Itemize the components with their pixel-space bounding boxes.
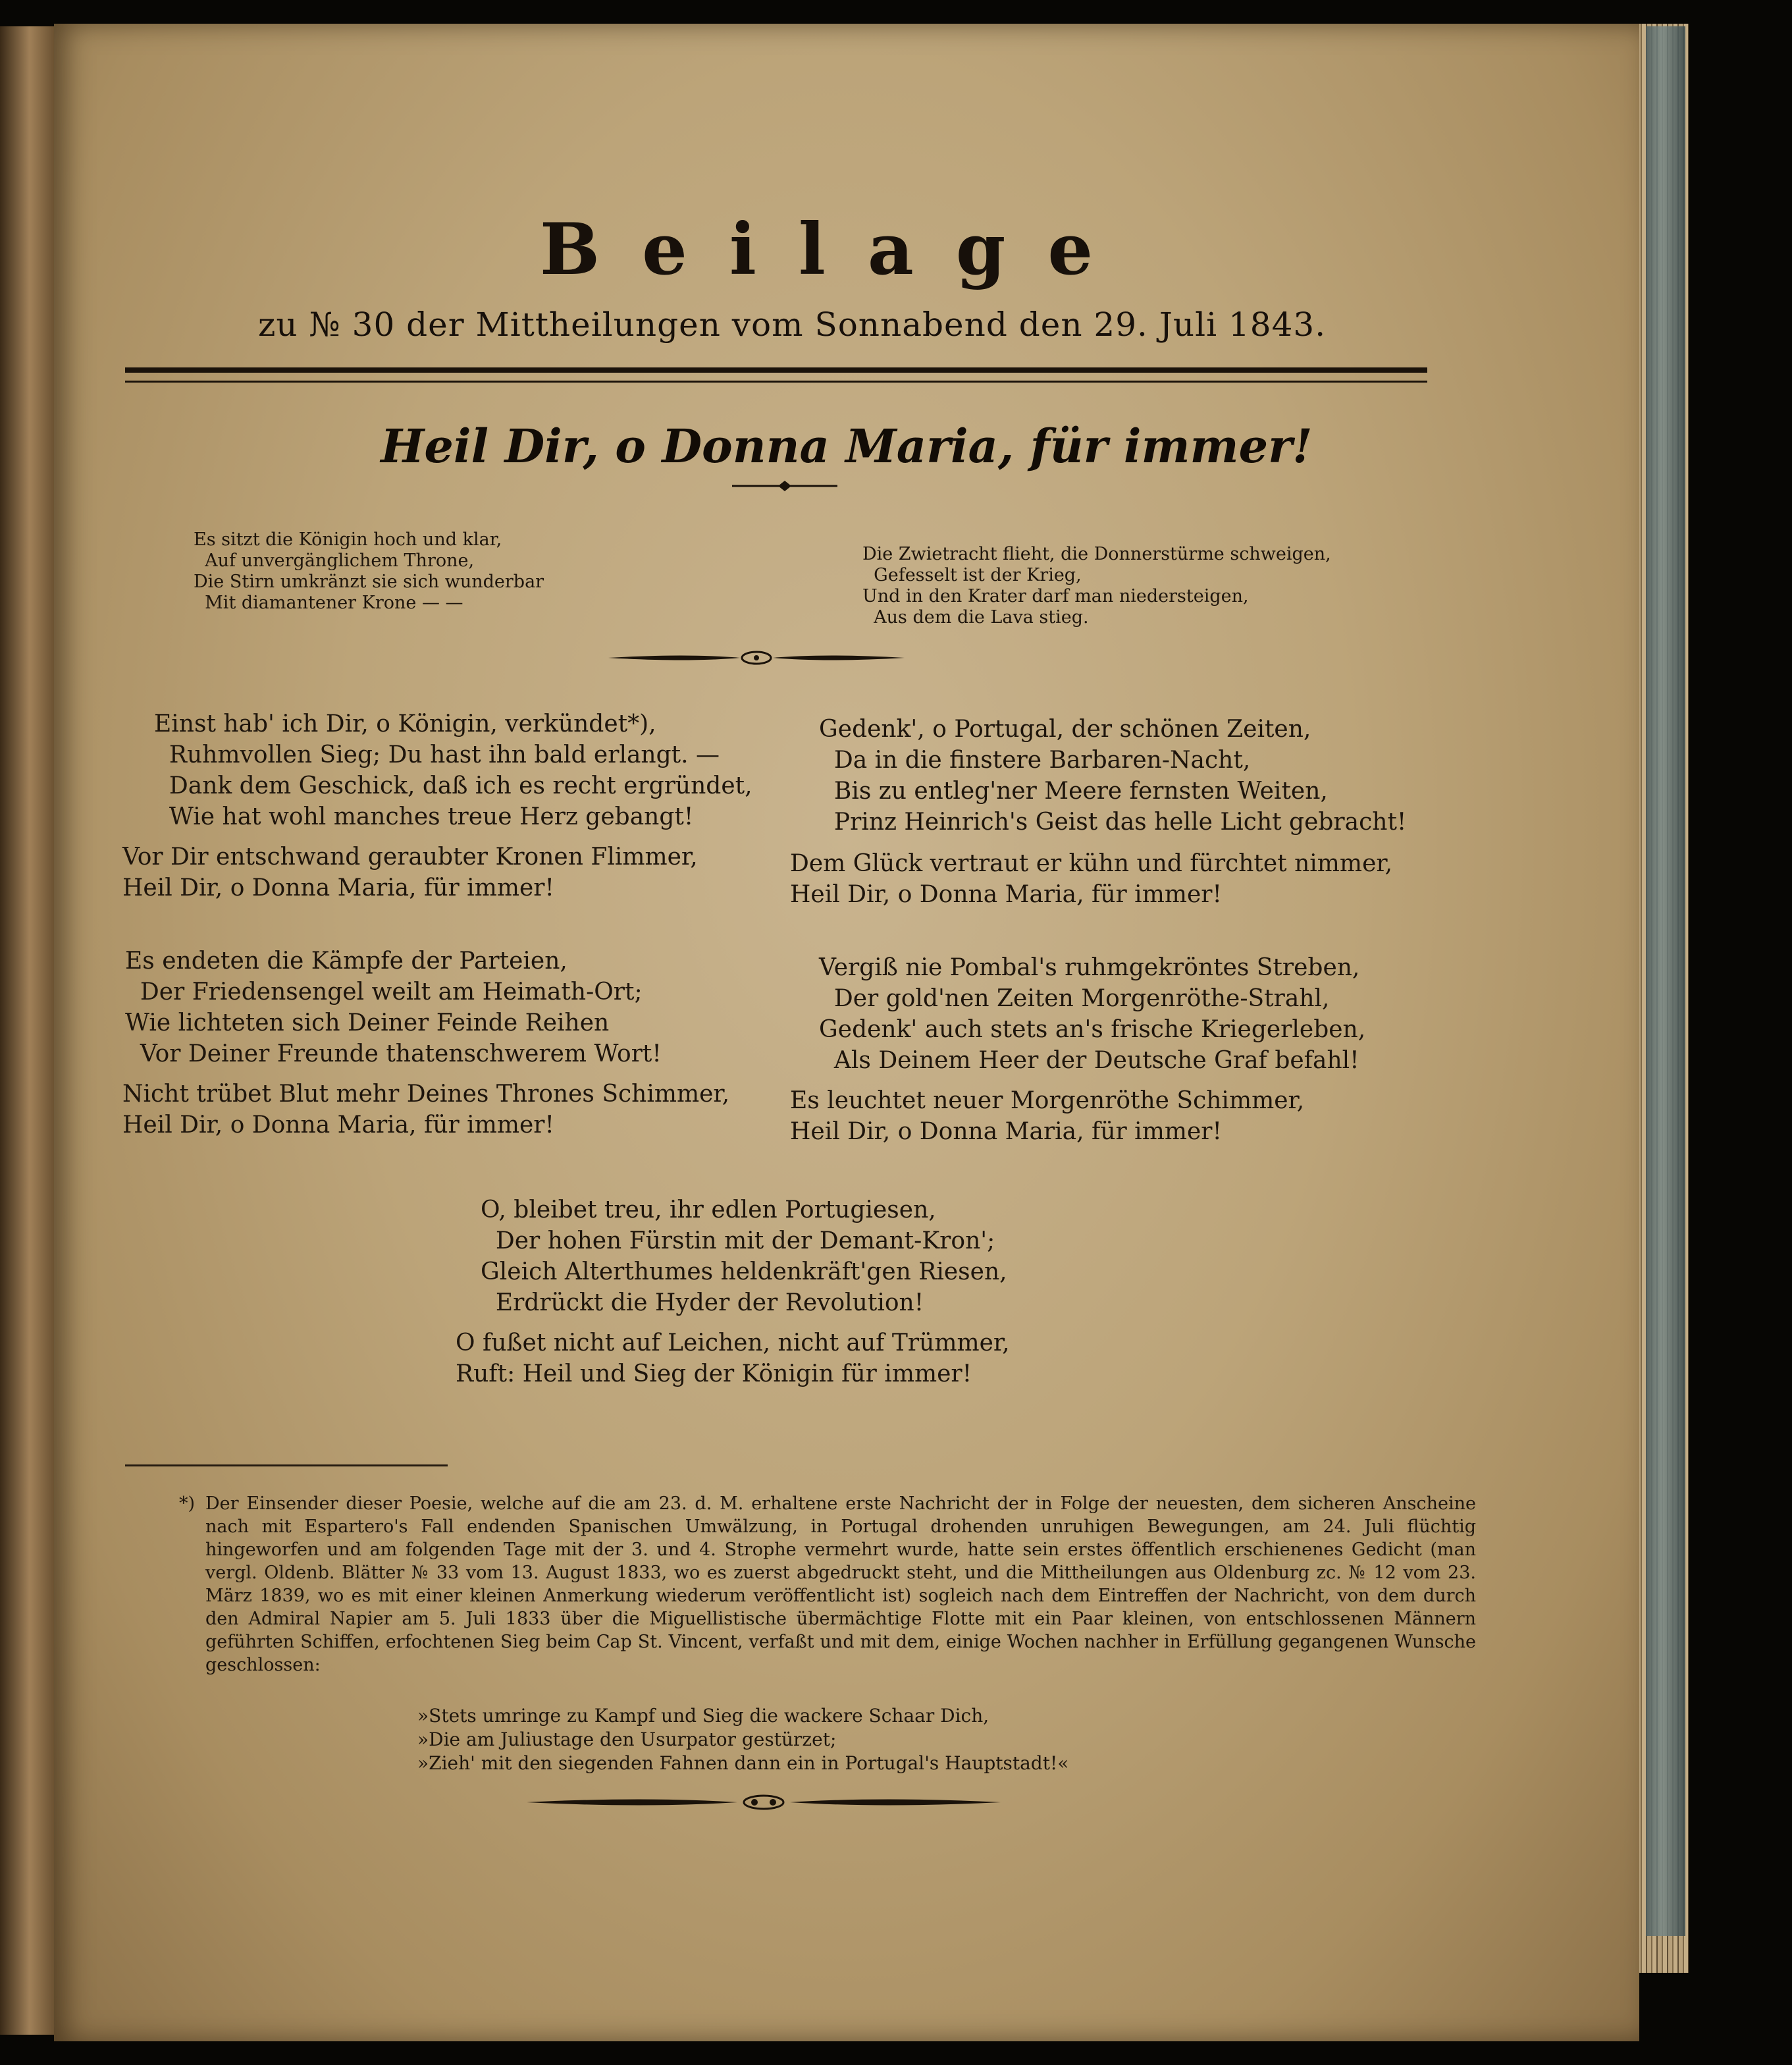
- headline-ornament: [732, 478, 837, 494]
- stanza-5: O, bleibet treu, ihr edlen Portugiesen, Der hohen Fürstin mit der Demant-Kron'; Gleich Alterthumes heldenkräft'gen Riesen, Erdrückt die Hyder der Revolution!: [481, 1196, 1007, 1316]
- binding-strip: [1646, 26, 1685, 1936]
- stanza-5-refrain: O fußet nicht auf Leichen, nicht auf Trümmer, Ruft: Heil und Sieg der Königin für immer!: [456, 1329, 1010, 1387]
- closing-ornament: [527, 1792, 1001, 1812]
- footnote: [179, 1492, 1476, 1676]
- page-subtitle: zu № 30 der Mittheilungen vom Sonnabend den 29. Juli 1843.: [258, 306, 1327, 344]
- stanza-4-refrain: Es leuchtet neuer Morgenröthe Schimmer, Heil Dir, o Donna Maria, für immer!: [790, 1087, 1305, 1145]
- poem-headline: Heil Dir, o Donna Maria, für immer!: [381, 419, 1313, 473]
- page-title: Beilage: [539, 208, 1136, 291]
- stanza-2-refrain: Dem Glück vertraut er kühn und fürchtet nimmer, Heil Dir, o Donna Maria, für immer!: [790, 850, 1393, 908]
- footnote-rule: [125, 1464, 448, 1466]
- intro-stanza-left: Es sitzt die Königin hoch und klar, Auf unvergänglichem Throne, Die Stirn umkränzt sie sich wunderbar Mit diamantener Krone — —: [194, 529, 544, 613]
- intro-stanza-right: Die Zwietracht flieht, die Donnerstürme schweigen, Gefesselt ist der Krieg, Und in den Krater darf man niedersteigen, Aus dem die Lava stieg.: [862, 544, 1331, 628]
- footnote-mark: *): [179, 1493, 196, 1514]
- facing-page-edge: [0, 26, 54, 2035]
- stanza-3-refrain: Nicht trübet Blut mehr Deines Thrones Schimmer, Heil Dir, o Donna Maria, für immer!: [122, 1081, 730, 1139]
- stanza-3: Es endeten die Kämpfe der Parteien, Der Friedensengel weilt am Heimath-Ort; Wie lichteten sich Deiner Feinde Reihen Vor Deiner Freunde thatenschwerem Wort!: [125, 948, 662, 1067]
- stanza-1: Einst hab' ich Dir, o Königin, verkündet*), Ruhmvollen Sieg; Du hast ihn bald erlangt. — Dank dem Geschick, daß ich es recht ergründet, Wie hat wohl manches treue Herz gebangt!: [154, 711, 752, 830]
- stanza-2: Gedenk', o Portugal, der schönen Zeiten, Da in die finstere Barbaren-Nacht, Bis zu entleg'ner Meere fernsten Weiten, Prinz Heinrich's Geist das helle Licht gebracht!: [819, 716, 1407, 836]
- stanza-1-refrain: Vor Dir entschwand geraubter Kronen Flimmer, Heil Dir, o Donna Maria, für immer!: [122, 844, 698, 901]
- stanza-divider-ornament: [608, 648, 905, 668]
- document-page: [54, 24, 1639, 2041]
- header-rule: [125, 367, 1427, 383]
- footnote-text: Der Einsender dieser Poesie, welche auf die am 23. d. M. erhaltene erste Nachricht der in Folge der neuesten, dem sicheren Anscheine nach mit Espartero's Fall endenden Spanischen Umwälzung, in Portugal drohenden unruhigen Bewegungen, am 24. Juli flüchtig hingeworfen und am folgenden Tage mit der 3. und 4. Strophe vermehrt wurde, hatte sein erstes öffentlich erschienenes Gedicht (man vergl. Oldenb. Blätter № 33 vom 13. August 1833, wo es zuerst abgedruckt steht, und die Mittheilungen aus Oldenburg zc. № 12 vom 23. März 1839, wo es mit einer kleinen Anmerkung wiederum veröffentlicht ist) sogleich nach dem Eintreffen der Nachricht, von dem durch den Admiral Napier am 5. Juli 1833 über die Miguellistische übermächtige Flotte mit ein Paar kleinen, von entschlossenen Männern geführten Schiffen, erfochtenen Sieg beim Cap St. Vincent, verfaßt und mit dem, einige Wochen nachher in Erfüllung gegangenen Wunsche geschlossen:: [205, 1493, 1476, 1675]
- stanza-4: Vergiß nie Pombal's ruhmgekröntes Streben, Der gold'nen Zeiten Morgenröthe-Strahl, Gedenk' auch stets an's frische Kriegerleben, Als Deinem Heer der Deutsche Graf befahl!: [819, 954, 1366, 1074]
- footnote-quote: »Stets umringe zu Kampf und Sieg die wackere Schaar Dich, »Die am Juliustage den Usurpator gestürzet; »Zieh' mit den siegenden Fahnen dann ein in Portugal's Hauptstadt!«: [417, 1705, 1069, 1774]
